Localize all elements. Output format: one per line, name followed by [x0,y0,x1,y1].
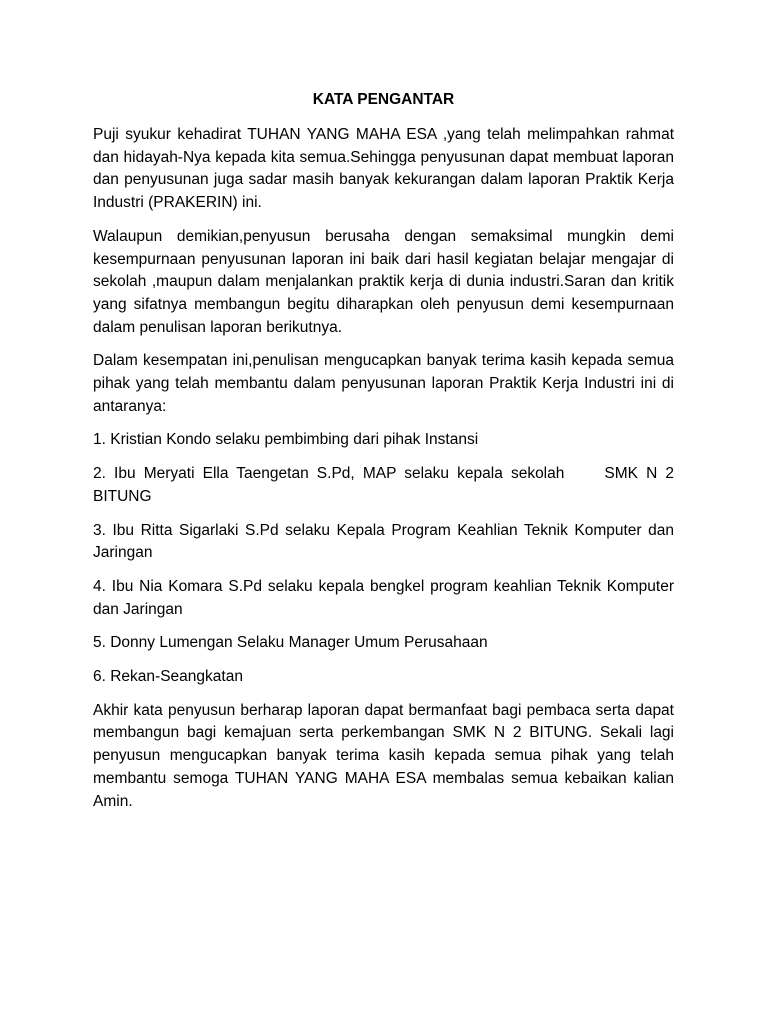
list-item-1: 1. Kristian Kondo selaku pembimbing dari pihak Instansi [93,431,479,449]
list-item-2-school: SMK N 2 BITUNG [93,465,674,505]
thanks-paragraph: Dalam kesempatan ini,penulisan mengucapkan banyak terima kasih kepada semua pihak yang telah membantu dalam penyusunan laporan Praktik Kerja Industri ini di antaranya: [93,352,674,415]
list-item-2 [93,463,674,508]
closing-paragraph: Akhir kata penyusun berharap laporan dapat bermanfaat bagi pembaca serta dapat membangun bagi kemajuan serta perkembangan SMK N 2 BITUNG. Sekali lagi penyusun mengucapkan banyak terima kasih kepada semua pihak yang telah membantu semoga TUHAN YANG MAHA ESA membalas semua kebaikan kalian Amin. [93,701,674,810]
intro-paragraph: Puji syukur kehadirat TUHAN YANG MAHA ESA ,yang telah melimpahkan rahmat dan hidayah-Nya kepada kita semua.Sehingga penyusunan dapat membuat laporan dan penyusunan juga sadar masih banyak kekurangan dalam laporan Praktik Kerja Industri (PRAKERIN) ini. [93,126,674,212]
list-item-4: 4. Ibu Nia Komara S.Pd selaku kepala bengkel program keahlian Teknik Komputer dan Jaringan [93,577,674,618]
list-item-5: 5. Donny Lumengan Selaku Manager Umum Perusahaan [93,634,488,652]
list-item-3: 3. Ibu Ritta Sigarlaki S.Pd selaku Kepala Program Keahlian Teknik Komputer dan Jaringan [93,521,674,562]
list-item-2-text: 2. Ibu Meryati Ella Taengetan S.Pd, MAP selaku kepala sekolah [93,465,565,483]
list-item-6: 6. Rekan-Seangkatan [93,668,243,686]
effort-paragraph: Walaupun demikian,penyusun berusaha dengan semaksimal mungkin demi kesempurnaan penyusunan laporan ini baik dari hasil kegiatan belajar mengajar di sekolah ,maupun dalam menjalankan praktik kerja di dunia industri.Saran dan kritik yang sifatnya membangun begitu diharapkan oleh penyusun demi kesempurnaan dalam penulisan laporan berikutnya. [93,227,674,336]
page-title: KATA PENGANTAR [312,91,455,108]
document-body [93,89,674,824]
